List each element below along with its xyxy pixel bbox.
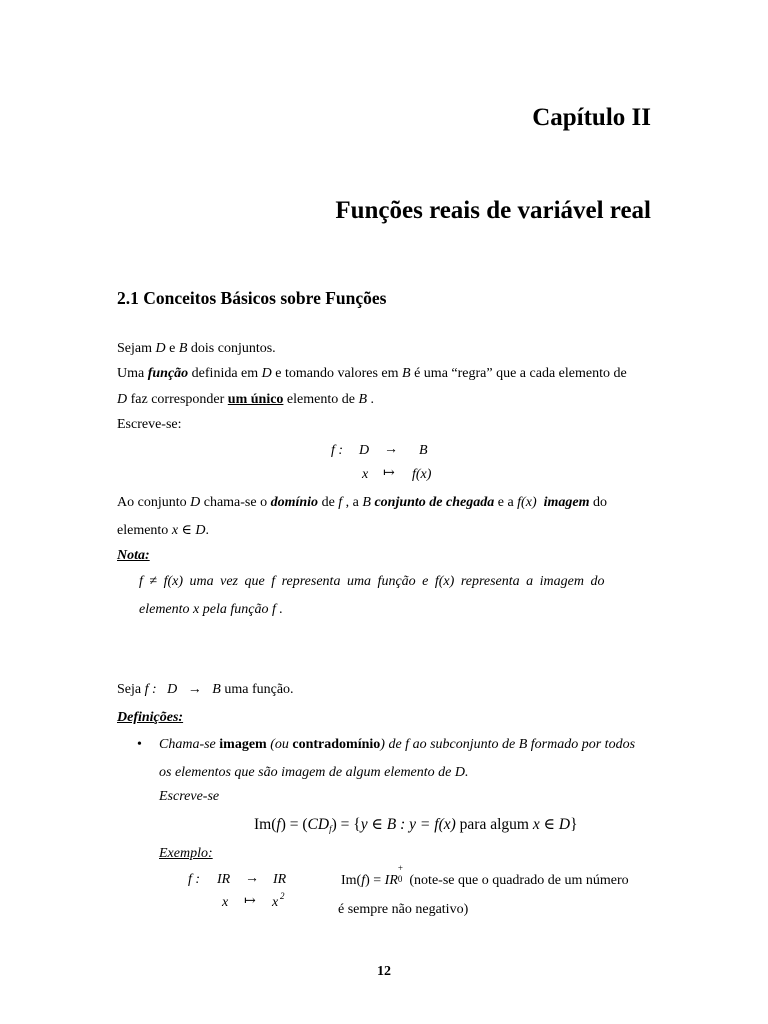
- definicoes-line-1: Chama-se imagem (ou contradomínio) de f ao subconjunto de B formado por todos: [159, 737, 636, 752]
- intro-line-1: Sejam D e B dois conjuntos.: [117, 341, 276, 356]
- bullet-marker: •: [137, 737, 142, 752]
- escreve-se-label: Escreve-se:: [117, 417, 182, 432]
- dominio-line-2: elemento x ∈ D.: [117, 523, 209, 538]
- page-number: 12: [377, 964, 391, 979]
- definicoes-line-2: os elementos que são imagem de algum elemento de D.: [159, 765, 469, 780]
- definicoes-label: Definições:: [117, 710, 184, 725]
- seja-line: Seja f : D → B uma função.: [117, 682, 294, 697]
- nota-label: Nota:: [117, 548, 150, 563]
- nota-line-2: elemento x pela função f .: [139, 602, 283, 617]
- document-page: Capítulo II Funções reais de variável real 2.1 Conceitos Básicos sobre Funções Sejam D e B dois conjuntos. Uma função definida em D e tomando valores em B é uma “regra” que a cada elemento de D faz corresponder um único elemento de B . Escreve-se: f : D → B x ↦ f(x) Ao conjunto D chama-se o domínio de f , a B conjunto de chegada e a f(x) imagem do elemento x ∈ D. Nota: f ≠ f(x) uma vez que f representa uma função e f(x) representa a imagem do elemento x pela função f . Seja f : D → B uma função. Definições: • Chama-se imagem (ou contradomínio) de f ao subconjunto de B formado por todos os elementos que são imagem de algum elemento de D. Escreve-se $Im(f) = (CD_f) = \{y$ ∈ B : y = f(x) para algum x ∈ D} Exemplo: f : IR → IR x ↦ x 2 Im(f) = IR + 0 (note-se que o quadrado de um número é sempre não negativo) 12: [0, 0, 768, 1024]
- chapter-heading: Capítulo II: [532, 104, 651, 131]
- exemplo-label: Exemplo:: [159, 846, 213, 861]
- chapter-title: Funções reais de variável real: [335, 197, 651, 224]
- exemplo-result-line-1: Im(f) = IR + 0 (note-se que o quadrado de um número: [341, 863, 629, 888]
- section-heading: 2.1 Conceitos Básicos sobre Funções: [117, 288, 387, 308]
- definicoes-escreve-se: Escreve-se: [159, 789, 220, 804]
- nota-line-1: f ≠ f(x) uma vez que f representa uma função e f(x) representa a imagem do: [139, 574, 605, 589]
- exemplo-result-line-2: é sempre não negativo): [338, 902, 469, 917]
- intro-line-3: D faz corresponder um único elemento de B .: [117, 392, 375, 407]
- dominio-line-1: Ao conjunto D chama-se o domínio de f , a B conjunto de chegada e a f(x) imagem do: [117, 495, 607, 510]
- image-set-formula: $Im(f) = (CD_f) = \{y$ ∈ B : y = f(x) para algum x ∈ D}: [254, 816, 578, 834]
- intro-line-2: Uma função definida em D e tomando valores em B é uma “regra” que a cada elemento de: [117, 366, 627, 381]
